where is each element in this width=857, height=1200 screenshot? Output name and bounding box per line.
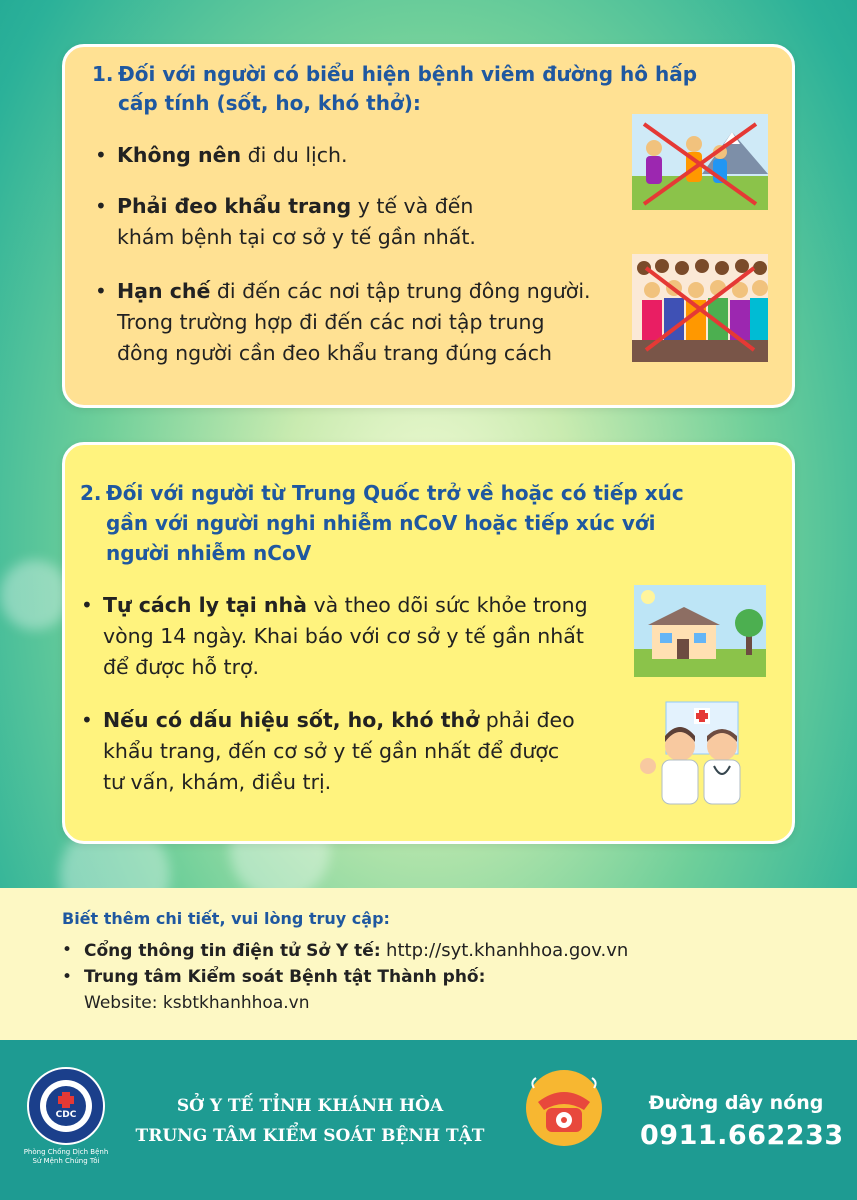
hotline-label: Đường dây nóng (648, 1092, 824, 1114)
cdc-logo (26, 1066, 106, 1146)
section2-bullet-1: • Tự cách ly tại nhà và theo dõi sức khỏe trong vòng 14 ngày. Khai báo với cơ sở y tế gần nhất để được hỗ trợ. (81, 593, 588, 679)
telephone-icon (524, 1068, 604, 1148)
info-line-cdc: • Trung tâm Kiểm soát Bệnh tật Thành phố: (62, 967, 486, 987)
home-isolation-icon (634, 585, 766, 677)
section1-bullet-2: • Phải đeo khẩu trang y tế và đến khám bệnh tại cơ sở y tế gần nhất. (95, 194, 476, 249)
doctors-hospital-icon (636, 696, 768, 808)
cdc-logo-caption1: Phòng Chống Dịch Bệnh (23, 1148, 109, 1156)
section1-heading-line2: cấp tính (sốt, ho, khó thở): (118, 91, 421, 115)
cdc-logo-caption2: Sứ Mệnh Chúng Tôi (32, 1157, 100, 1165)
section2-heading-line3: người nhiễm nCoV (106, 541, 312, 565)
info-line-website[interactable] (84, 993, 784, 1013)
org-name-line2: TRUNG TÂM KIỂM SOÁT BỆNH TẬT (135, 1126, 485, 1146)
no-crowd-icon (632, 254, 768, 362)
section2-heading-line2: gần với người nghi nhiễm nCoV hoặc tiếp xúc với (106, 511, 656, 535)
info-title: Biết thêm chi tiết, vui lòng truy cập: (62, 909, 390, 928)
cdc-logo-center: CDC (55, 1110, 77, 1120)
section2-heading: 2. Đối với người từ Trung Quốc trở về hoặc có tiếp xúc gần với người nghi nhiễm nCoV hoặc tiếp xúc với người nhiễm nCoV (80, 481, 684, 565)
portal-link[interactable]: http://syt.khanhhoa.gov.vn (386, 940, 629, 961)
hotline-number[interactable]: 0911.662233 (640, 1120, 844, 1151)
section1-heading-line1: Đối với người có biểu hiện bệnh viêm đường hô hấp (118, 62, 698, 86)
section2-bullet-2: • Nếu có dấu hiệu sốt, ho, khó thở phải đeo khẩu trang, đến cơ sở y tế gần nhất để được tư vấn, khám, điều trị. (81, 708, 575, 794)
section2-heading-line1: Đối với người từ Trung Quốc trở về hoặc có tiếp xúc (106, 481, 684, 505)
bokeh-decoration (0, 560, 70, 630)
section1-bullet-3: • Hạn chế đi đến các nơi tập trung đông người. Trong trường hợp đi đến các nơi tập trung đông người cần đeo khẩu trang đúng cách (95, 279, 591, 365)
no-travel-icon (632, 114, 768, 210)
section1-bullet-1: • Không nên đi du lịch. (95, 143, 348, 167)
info-line-portal: • Cổng thông tin điện tử Sở Y tế: http://syt.khanhhoa.gov.vn (62, 940, 629, 961)
website-link[interactable]: Website: ksbtkhanhhoa.vn (84, 993, 310, 1013)
section1-heading: 1. Đối với người có biểu hiện bệnh viêm đường hô hấp cấp tính (sốt, ho, khó thở): (92, 62, 698, 115)
org-name-line1: SỞ Y TẾ TỈNH KHÁNH HÒA (176, 1096, 444, 1116)
